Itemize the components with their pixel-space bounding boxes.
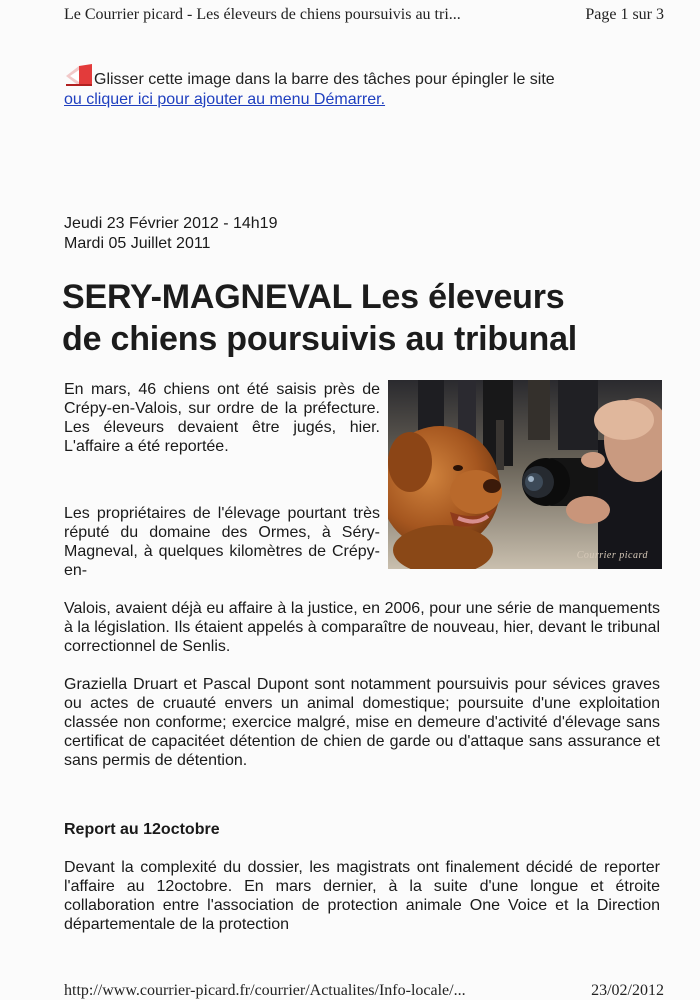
pin-text: Glisser cette image dans la barre des tâches pour épingler le site [94, 71, 555, 88]
article-dates [64, 214, 277, 254]
article-subheading: Report au 12octobre [64, 821, 220, 838]
pin-site-banner [64, 62, 674, 110]
photo-credit: Courrier picard [576, 550, 648, 561]
published-date: Jeudi 23 Février 2012 - 14h19 [64, 215, 278, 232]
pin-to-taskbar-icon[interactable] [64, 62, 94, 88]
dog-and-photographer-photo [388, 380, 662, 569]
print-footer [64, 982, 664, 1000]
headline-line-1: SERY-MAGNEVAL Les éleveurs [62, 278, 565, 316]
article-photo [388, 380, 662, 569]
article-paragraph-3: Graziella Druart et Pascal Dupont sont notamment poursuivis pour sévices graves ou actes de cruauté envers un animal domestique; poursuite d'une exploitation classée non conforme; exercice malgré, mise en demeure d'activité d'élevage sans certificat de capacitéet détention de chien de garde ou d'attaque sans assurance et sans permis de détention. [64, 676, 660, 769]
article-paragraph-1: En mars, 46 chiens ont été saisis près de Crépy-en-Valois, sur ordre de la préfecture. Les éleveurs devaient être jugés, hier. L'affaire a été reportée. [64, 381, 380, 455]
article-paragraph-4: Devant la complexité du dossier, les magistrats ont finalement décidé de reporter l'affaire au 12octobre. En mars dernier, à la suite d'une longue et étroite collaboration entre l'association de protection animale One Voice et la Direction départementale de la protection [64, 859, 660, 933]
article-headline [62, 276, 672, 360]
article-paragraph-2-column: Les propriétaires de l'élevage pourtant très réputé du domaine des Ormes, à Séry-Magneval, à quelques kilomètres de Crépy-en- [64, 505, 380, 579]
original-date: Mardi 05 Juillet 2011 [64, 235, 211, 252]
headline-line-2: de chiens poursuivis au tribunal [62, 320, 578, 358]
print-footer-url: http://www.courrier-picard.fr/courrier/Actualites/Info-locale/... [64, 982, 466, 999]
print-header [64, 6, 664, 24]
print-header-title: Le Courrier picard - Les éleveurs de chiens poursuivis au tri... [64, 6, 461, 23]
print-footer-date: 23/02/2012 [591, 982, 664, 999]
article-paragraph-2-continued: Valois, avaient déjà eu affaire à la justice, en 2006, pour une série de manquements à la législation. Ils étaient appelés à comparaître de nouveau, hier, devant le tribunal correctionnel de Senlis. [64, 600, 660, 655]
add-to-start-menu-link[interactable]: ou cliquer ici pour ajouter au menu Démarrer. [64, 91, 386, 108]
print-header-page: Page 1 sur 3 [585, 6, 664, 23]
